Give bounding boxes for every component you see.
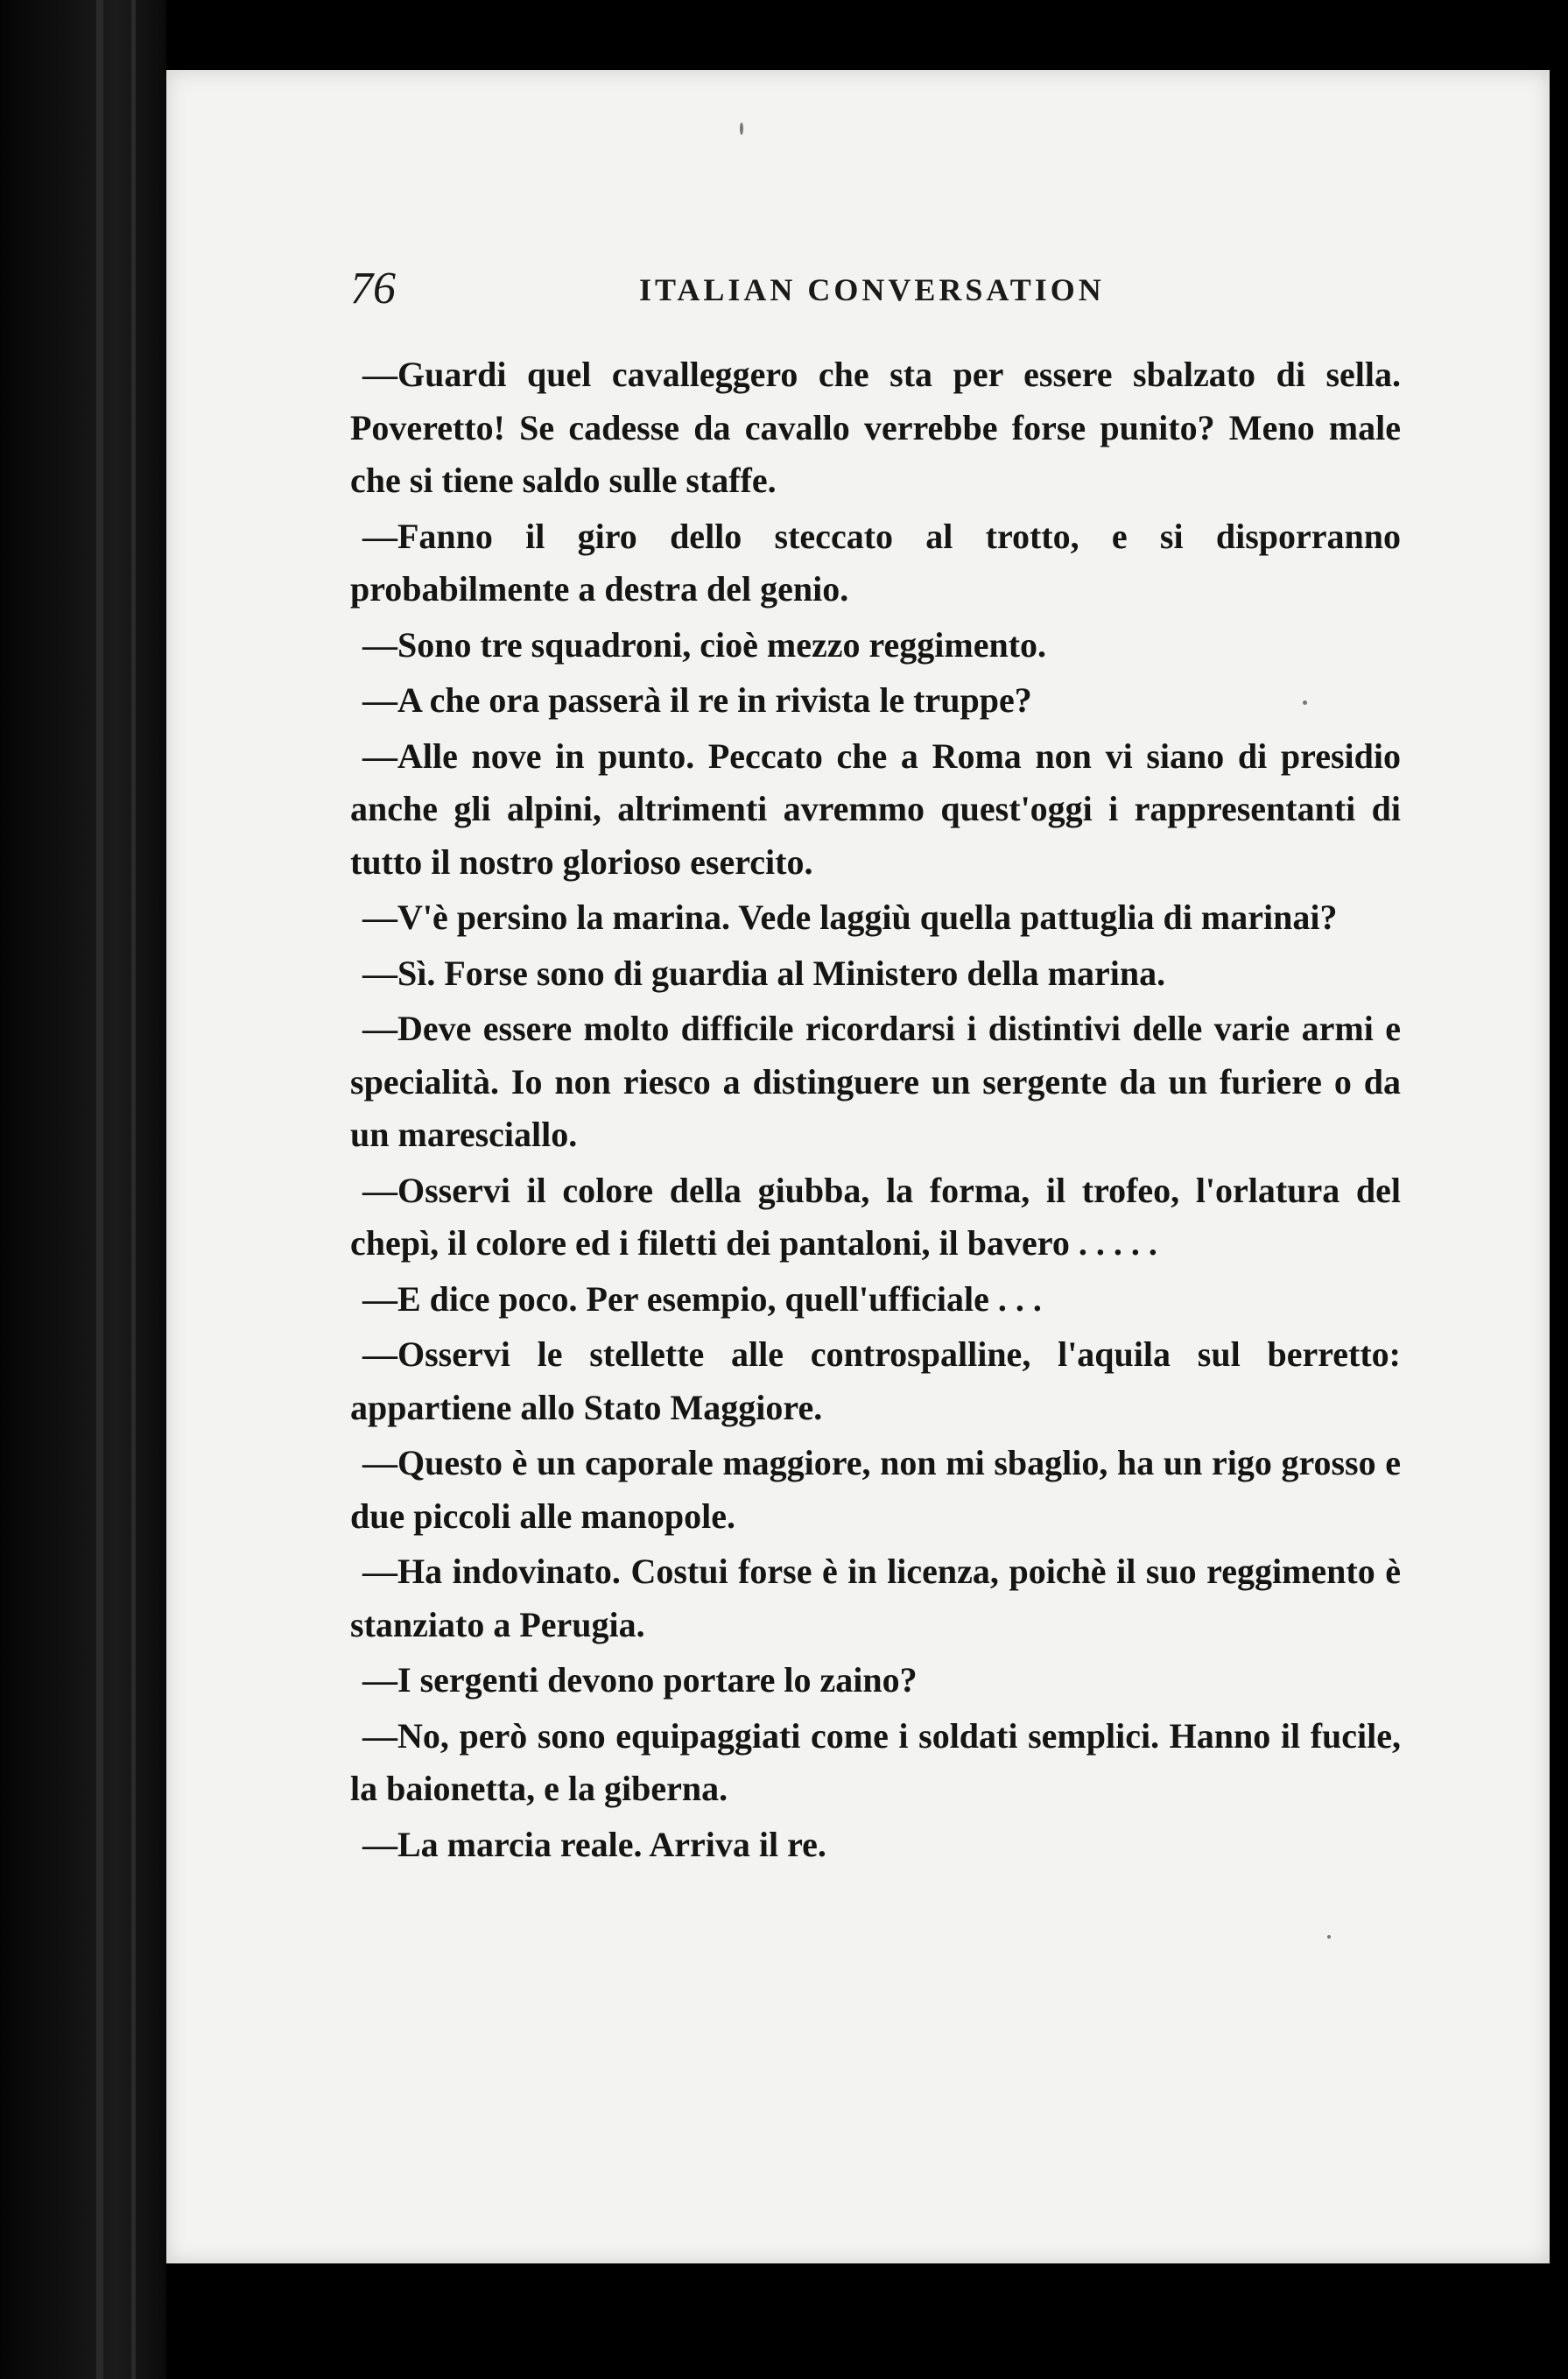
dialogue-line: —A che ora passerà il re in rivista le truppe? — [362, 680, 1032, 720]
dialogue-text — [350, 348, 1401, 1874]
film-border-left — [0, 0, 166, 2379]
page-header — [350, 263, 1313, 333]
dialogue-line: —I sergenti devono portare lo zaino? — [362, 1660, 918, 1700]
dialogue-line: —Ha indovinato. Costui forse è in licenza, poichè il suo reggimento è stanziato a Perugia. — [350, 1552, 1401, 1644]
film-streak — [96, 0, 103, 2379]
dialogue-line: —No, però sono equipaggiati come i soldati semplici. Hanno il fucile, la baionetta, e la giberna. — [350, 1715, 1401, 1808]
dust-speck — [1327, 1935, 1331, 1939]
dialogue-line: —Fanno il giro dello steccato al trotto, e si disporranno probabilmente a destra del genio. — [350, 516, 1401, 609]
film-streak — [131, 0, 136, 2379]
dialogue-line: —Deve essere molto difficile ricordarsi i distintivi delle varie armi e specialità. Io non riesco a distinguere un sergente da un furiere o da un maresciallo. — [350, 1009, 1401, 1154]
dialogue-line: —Sono tre squadroni, cioè mezzo reggimento. — [362, 624, 1047, 665]
dialogue-line: —Questo è un caporale maggiore, non mi sbaglio, ha un rigo grosso e due piccoli alle manopole. — [350, 1443, 1401, 1536]
dialogue-line: —Guardi quel cavalleggero che sta per essere sbalzato di sella. Poveretto! Se cadesse da cavallo verrebbe forse punito? Meno male che si tiene saldo sulle staffe. — [350, 355, 1401, 500]
running-title: ITALIAN CONVERSATION — [639, 272, 1105, 307]
dialogue-line: —Osservi il colore della giubba, la forma, il trofeo, l'orlatura del chepì, il colore ed i filetti dei pantaloni, il bavero . . . . . — [350, 1170, 1401, 1263]
dialogue-line: —Sì. Forse sono di guardia al Ministero della marina. — [362, 953, 1166, 993]
dialogue-line: —Osservi le stellette alle controspalline, l'aquila sul berretto: appartiene allo Stato Maggiore. — [350, 1334, 1401, 1427]
book-page — [166, 70, 1550, 2263]
dust-speck — [740, 123, 743, 135]
dialogue-line: —Alle nove in punto. Peccato che a Roma non vi siano di presidio anche gli alpini, altrimenti avremmo quest'oggi i rappresentanti di tutto il nostro glorioso esercito. — [350, 736, 1401, 882]
dialogue-line: —E dice poco. Per esempio, quell'ufficiale . . . — [362, 1278, 1042, 1319]
page-number: 76 — [350, 264, 396, 313]
dialogue-line: —V'è persino la marina. Vede laggiù quella pattuglia di marinai? — [362, 897, 1338, 937]
dialogue-line: —La marcia reale. Arriva il re. — [362, 1824, 826, 1864]
